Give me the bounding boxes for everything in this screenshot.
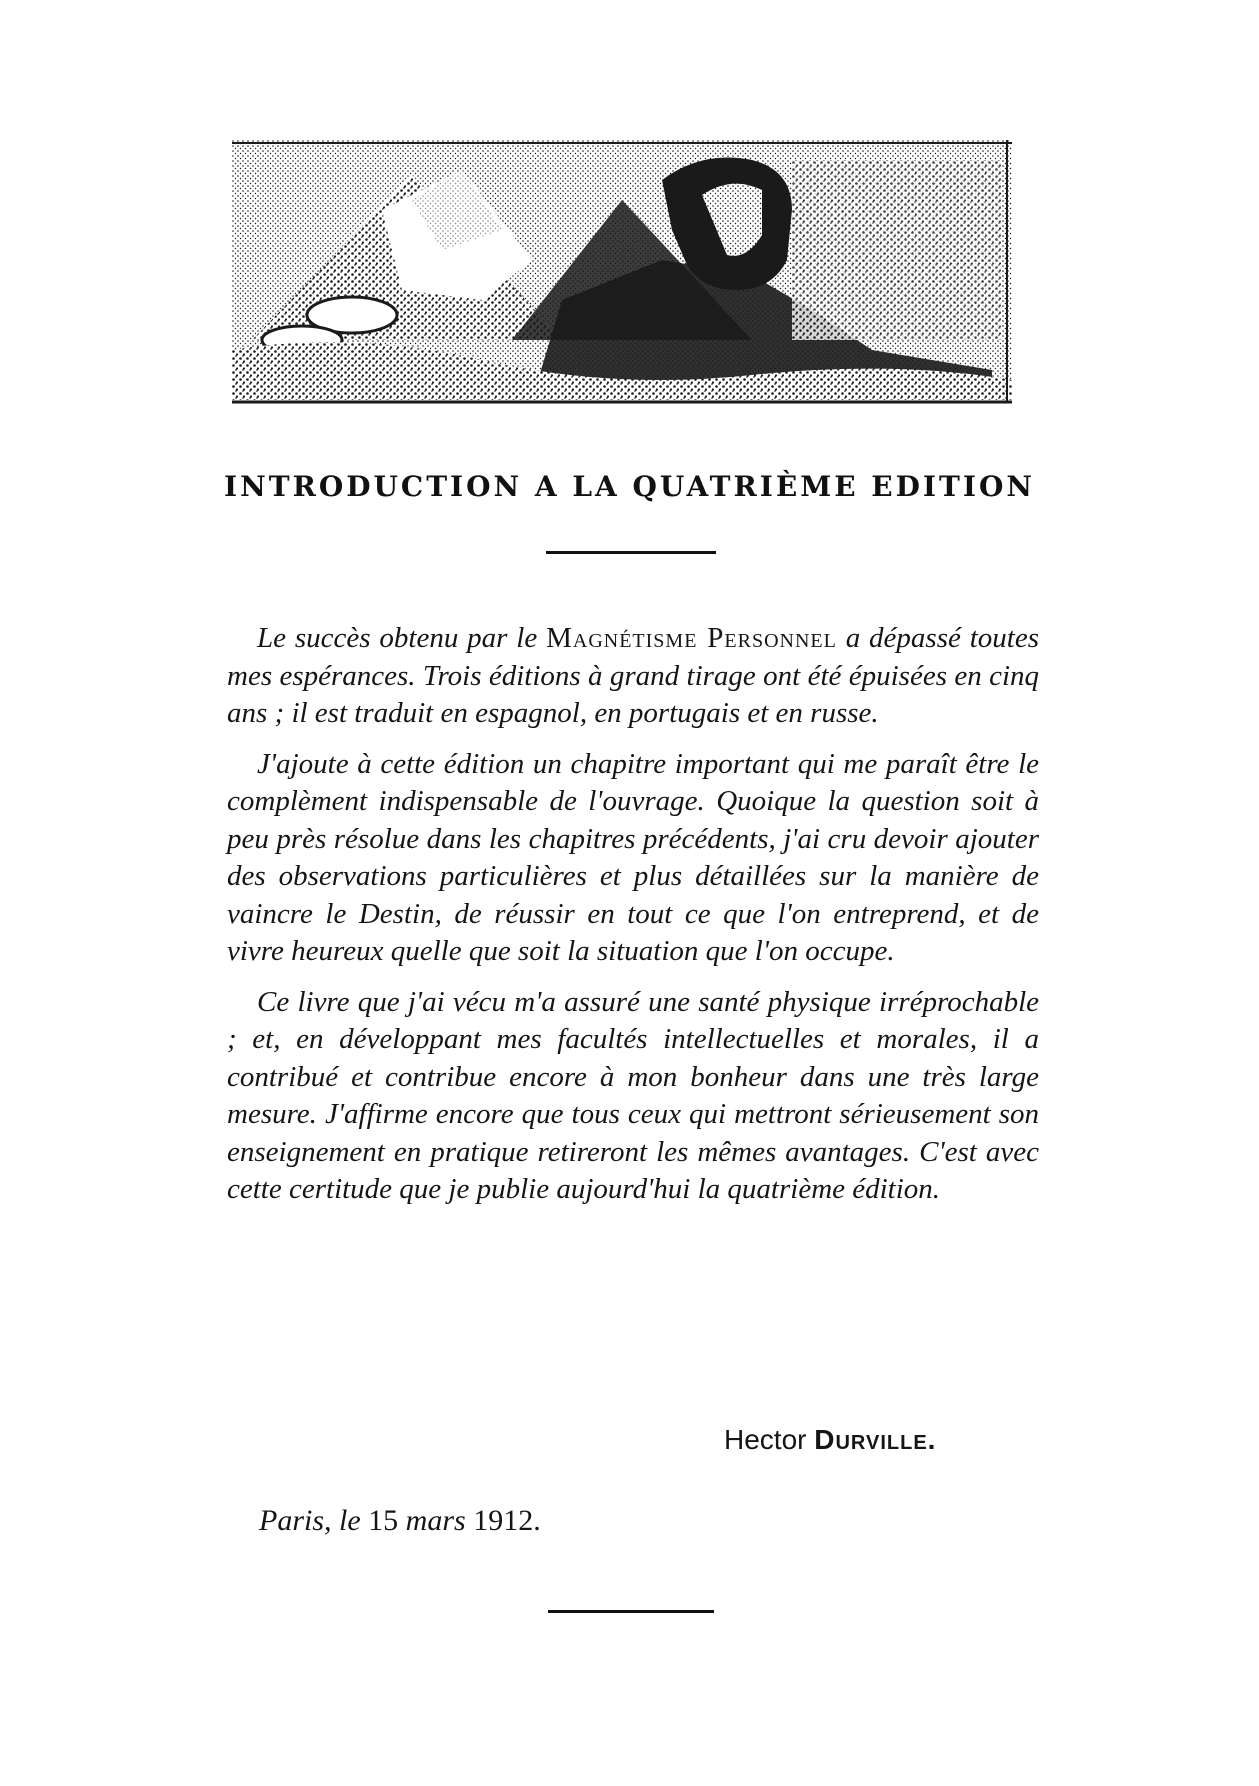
page-title: INTRODUCTION A LA QUATRIÈME EDITION <box>224 470 1035 503</box>
dateline-year: 1912. <box>473 1504 541 1537</box>
paragraph-1 <box>227 620 1039 733</box>
dateline-month: mars <box>405 1504 466 1537</box>
book-title: Magnétisme Personnel <box>546 622 837 654</box>
dateline-le: le <box>339 1504 361 1537</box>
paragraph-1-start: Le succès obtenu par le <box>257 622 547 654</box>
signature <box>724 1424 936 1456</box>
closing-rule <box>548 1610 714 1613</box>
signature-surname: Durville. <box>814 1424 937 1455</box>
sphinx-illustration <box>232 140 1012 415</box>
paragraph-3: Ce livre que j'ai vécu m'a assuré une santé physique irréprochable ; et, en développant mes facultés intellectuelles et morales, il a contribué et contribue encore à mon bonheur dans une très large mesure. J'affirme encore que tous ceux qui mettront sérieusement son enseignement en pratique retireront les mêmes avantages. C'est avec cette certitude que je publie aujourd'hui la quatrième édition. <box>227 985 1039 1205</box>
dateline-city: Paris, <box>259 1504 332 1537</box>
divider-rule <box>546 551 716 554</box>
dateline-day: 15 <box>368 1504 399 1537</box>
paragraph-2: J'ajoute à cette édition un chapitre important qui me paraît être le complèment indispensable de l'ouvrage. Quoique la question soit à peu près résolue dans les chapitres précédents, j'ai cru devoir ajouter des observations particulières et plus détaillées sur la manière de vaincre le Destin, de réussir en tout ce que l'on entreprend, et de vivre heureux quelle que soit la situation que l'on occupe. <box>227 747 1039 967</box>
introduction-body <box>227 620 1039 1222</box>
sphinx-and-pyramids-icon <box>232 140 1012 415</box>
paragraph-1-end: a dépassé toutes mes espérances. Trois éditions à grand tirage ont été épuisées en cinq ans ; il est traduit en espagnol, en portugais et en russe. <box>227 622 1039 729</box>
signature-first-name: Hector <box>724 1424 807 1455</box>
dateline <box>259 1504 541 1538</box>
